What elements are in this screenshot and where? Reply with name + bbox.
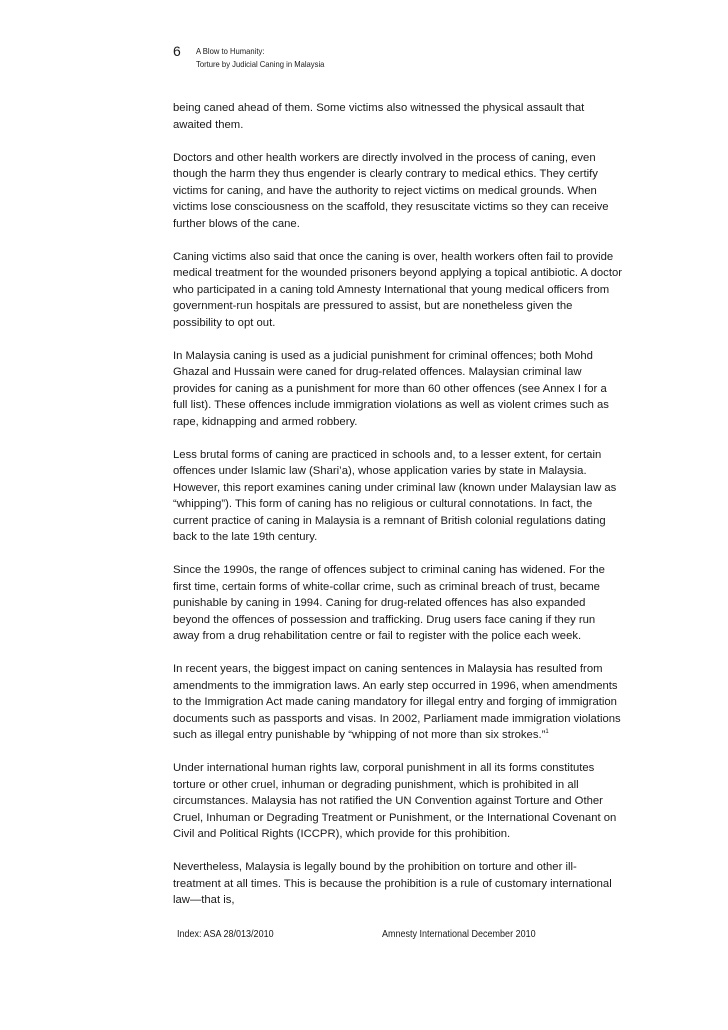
running-title-line-1: A Blow to Humanity: xyxy=(196,46,265,56)
running-title-line-2: Torture by Judicial Caning in Malaysia xyxy=(196,58,325,69)
paragraph-9: Nevertheless, Malaysia is legally bound by the prohibition on torture and other ill-treatment at all times. This is because the prohibition is a rule of customary international law—that is, xyxy=(173,861,612,906)
paragraph-2: Doctors and other health workers are directly involved in the process of caning, even though the harm they thus engender is clearly contrary to medical ethics. They certify victims for caning, and have the authority to reject victims on medical grounds. When victims lose consciousness on the scaffold, they resuscitate victims so they can receive further blows of the cane. xyxy=(173,151,609,230)
running-title xyxy=(196,45,412,70)
paragraph-8: Under international human rights law, corporal punishment in all its forms constitutes torture or other cruel, inhuman or degrading punishment, which is prohibited in all circumstances. Malaysia has not ratified the UN Convention against Torture and Other Cruel, Inhuman or Degrading Treatment or Punishment, or the International Covenant on Civil and Political Rights (ICCPR), which provide for this prohibition. xyxy=(173,762,617,840)
footnote-marker[interactable]: 1 xyxy=(545,729,549,736)
footer-publisher: Amnesty International December 2010 xyxy=(382,929,536,940)
paragraph-6: Since the 1990s, the range of offences subject to criminal caning has widened. For the first time, certain forms of white-collar crime, such as criminal breach of trust, became punishable by caning in 1994. Caning for drug-related offences has also expanded beyond the offences of possession and trafficking. Drug users face caning if they run away from a drug rehabilitation centre or fail to register with the police each week. xyxy=(173,564,605,642)
paragraph-7-text: In recent years, the biggest impact on caning sentences in Malaysia has resulted from amendments to the immigration laws. An early step occurred in 1996, when amendments to the Immigration Act made caning mandatory for illegal entry and forging of immigration documents such as passports and visas. In 2002, Parliament made immigration violations such as illegal entry punishable by “whipping of not more than six strokes.” xyxy=(173,663,621,741)
paragraph-7 xyxy=(173,661,624,744)
paragraph-5: Less brutal forms of caning are practiced in schools and, to a lesser extent, for certain offences under Islamic law (Shari’a), whose application varies by state in Malaysia. However, this report examines caning under criminal law (known under Malaysian law as “whipping”). This form of caning has no religious or cultural connotations. In fact, the current practice of caning in Malaysia is a remnant of British colonial regulations dating back to the late 19th century. xyxy=(173,448,617,543)
body-text xyxy=(173,100,624,925)
paragraph-3: Caning victims also said that once the caning is over, health workers often fail to provide medical treatment for the wounded prisoners beyond applying a topical antibiotic. A doctor who participated in a caning told Amnesty International that young medical officers from government-run hospitals are pressured to assist, but are nonetheless given the possibility to opt out. xyxy=(173,250,623,329)
page-number: 6 xyxy=(173,43,181,59)
paragraph-1: being caned ahead of them. Some victims also witnessed the physical assault that awaited them. xyxy=(173,102,585,131)
footer-index: Index: ASA 28/013/2010 xyxy=(177,929,274,940)
paragraph-4: In Malaysia caning is used as a judicial punishment for criminal offences; both Mohd Ghazal and Hussain were caned for drug-related offences. Malaysian criminal law provides for caning as a punishment for more than 60 other offences (see Annex I for a full list). These offences include immigration violations as well as violent crimes such as rape, kidnapping and armed robbery. xyxy=(173,349,609,428)
